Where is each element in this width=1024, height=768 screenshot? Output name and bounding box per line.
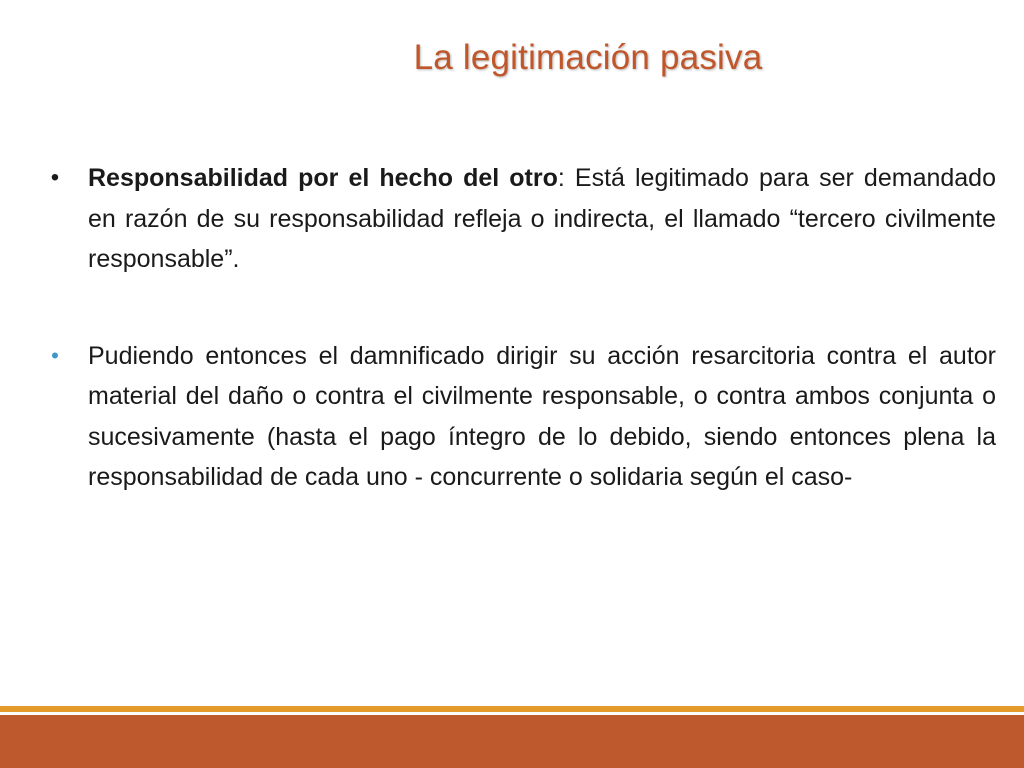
bullet-marker: • — [51, 342, 59, 368]
bullet-item-responsabilidad — [40, 158, 996, 280]
slide-title: La legitimación pasiva — [413, 38, 763, 77]
bullet-lead-term: Responsabilidad por el hecho del otro — [88, 164, 558, 192]
bullet-text: : Está legitimado para ser demandado en razón de su responsabilidad refleja o indirecta, el llamado “tercero civilmente responsable”. — [88, 164, 996, 273]
footer-band — [0, 706, 1024, 768]
bullet-text: Pudiendo entonces el damnificado dirigir su acción resarcitoria contra el autor material del daño o contra el civilmente responsable, o contra ambos conjunta o sucesivamente (hasta el pago íntegro de lo debido, siendo entonces plena la responsabilidad de cada uno - concurrente o solidaria según el caso- — [88, 341, 996, 491]
bullet-marker: • — [50, 164, 60, 191]
bullet-list — [40, 158, 996, 498]
footer-bar — [0, 715, 1024, 768]
bullet-item-damnificado — [40, 336, 996, 498]
